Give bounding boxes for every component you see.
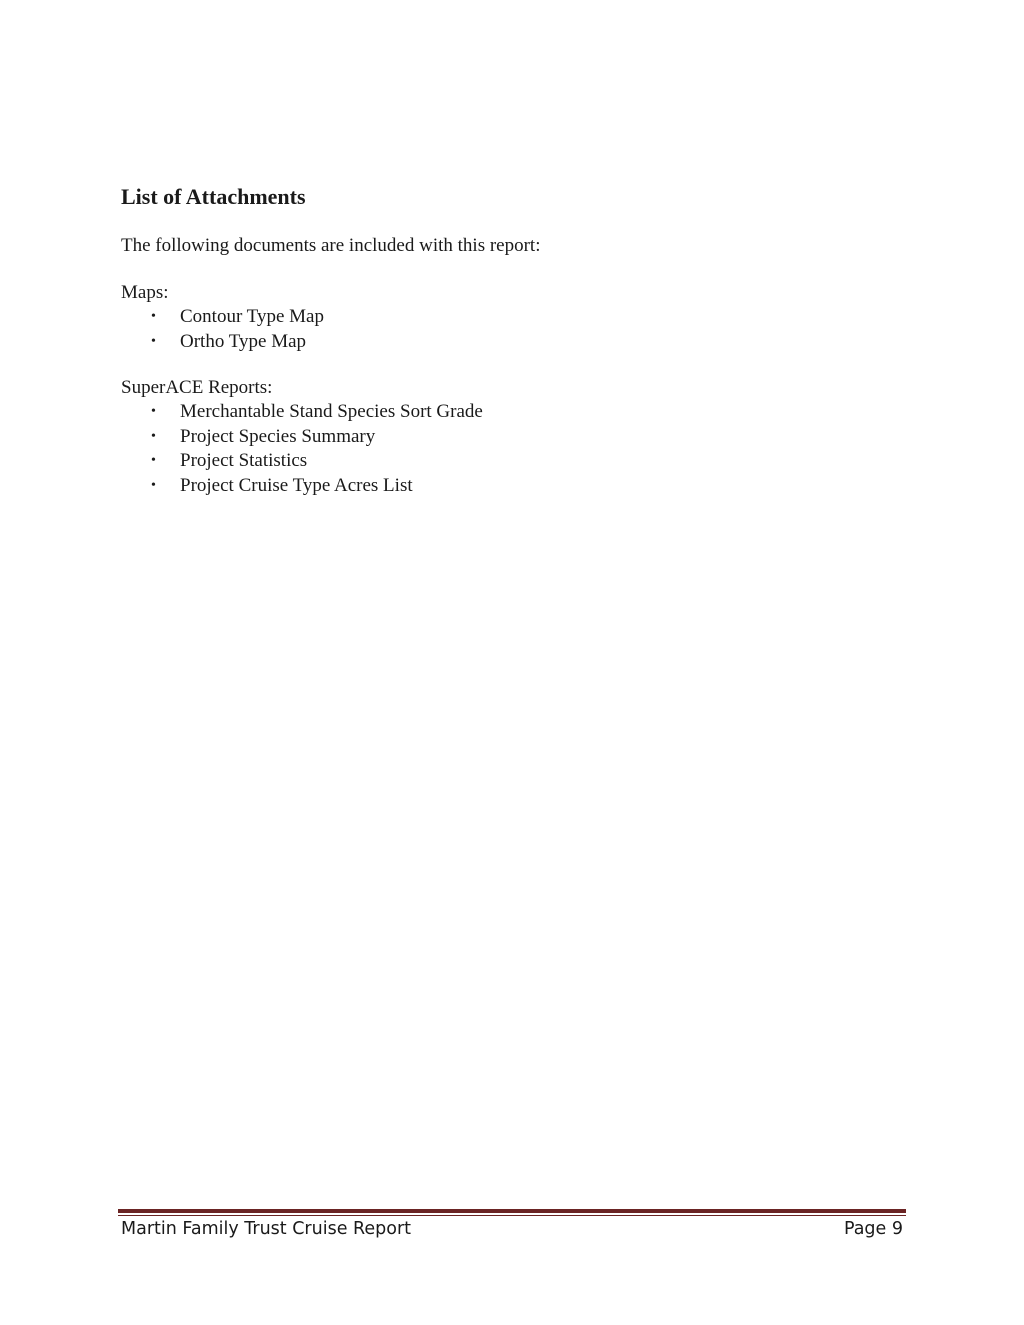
bullet-icon: •: [151, 453, 156, 468]
list-item-text: Contour Type Map: [180, 306, 324, 327]
bullet-icon: •: [151, 309, 156, 324]
list-item-text: Merchantable Stand Species Sort Grade: [180, 401, 483, 422]
list-item: [121, 474, 483, 499]
list-item-text: Ortho Type Map: [180, 330, 307, 352]
list-item-text: Project Statistics: [180, 450, 308, 471]
page-heading: List of Attachments: [121, 184, 306, 209]
bullet-icon: •: [151, 428, 156, 444]
intro-paragraph: The following documents are included with this report:: [121, 235, 541, 256]
list-item: [121, 400, 483, 425]
list-item: [121, 425, 483, 450]
footer-page-number: Page 9: [843, 1219, 903, 1239]
section-label-superace-reports: SuperACE Reports:: [121, 377, 273, 398]
bullet-icon: •: [151, 333, 156, 349]
section-label-maps: Maps:: [121, 282, 169, 303]
superace-reports-list: [121, 400, 483, 498]
list-item: [121, 305, 324, 330]
list-item: [121, 330, 324, 355]
footer-divider-thick: [118, 1209, 906, 1213]
bullet-icon: •: [151, 477, 156, 493]
footer-divider-thin: [118, 1215, 906, 1216]
maps-list: [121, 305, 324, 354]
list-item-text: Project Cruise Type Acres List: [180, 474, 413, 496]
list-item: [121, 449, 483, 474]
list-item-text: Project Species Summary: [180, 425, 376, 447]
footer-document-title: Martin Family Trust Cruise Report: [121, 1219, 412, 1239]
bullet-icon: •: [151, 404, 156, 419]
